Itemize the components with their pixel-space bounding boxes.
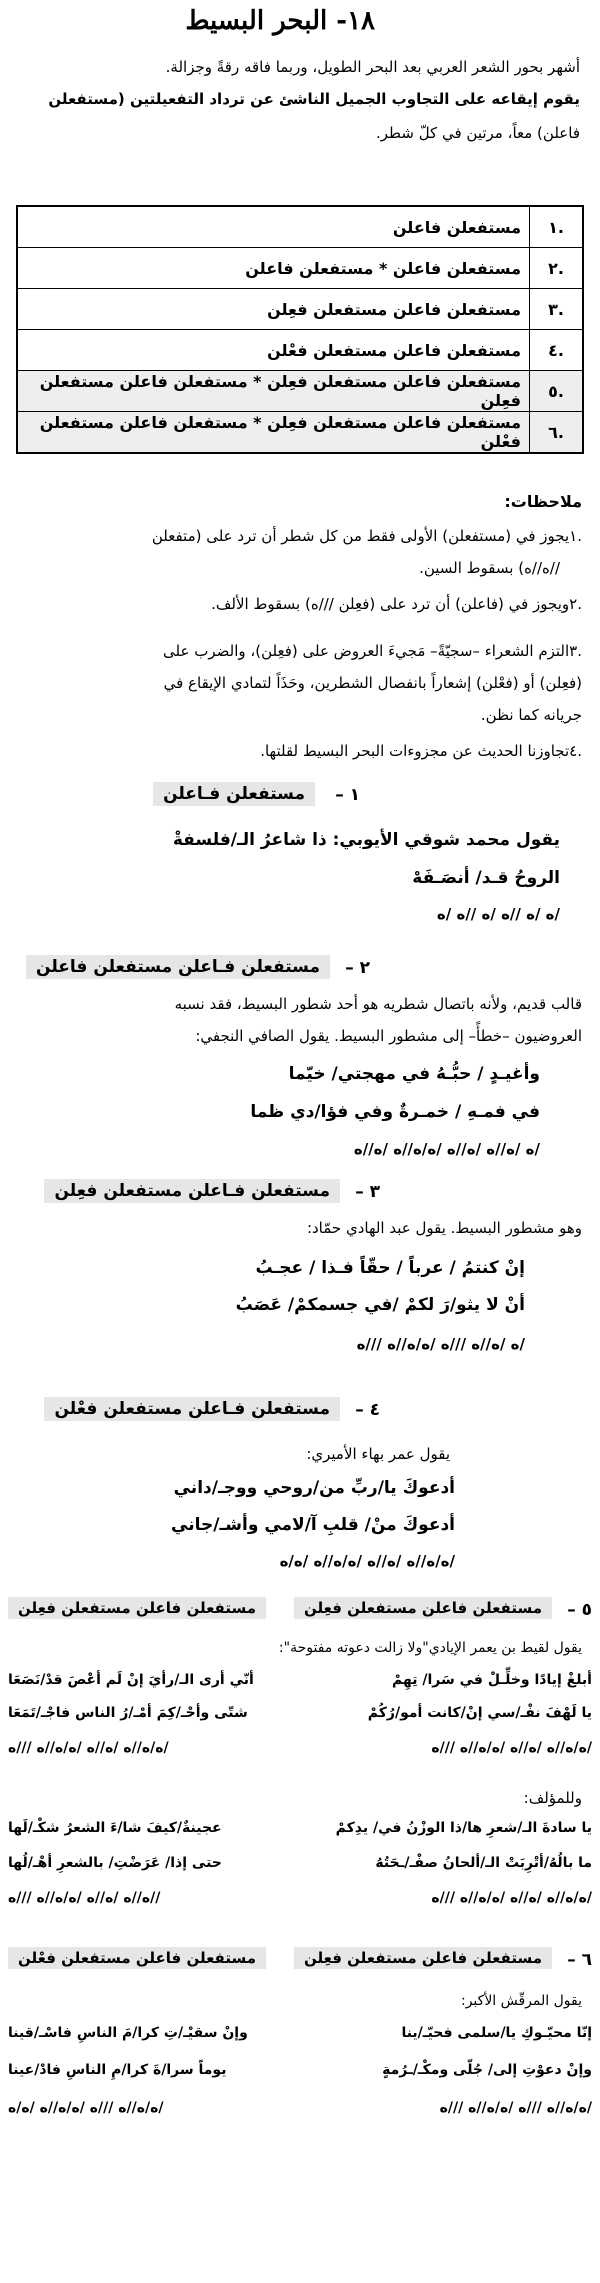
section-3-scansion: /ه /ه//ه ///ه /ه/ه//ه ///ه [356,1335,525,1353]
pattern-row [17,289,583,330]
section-5-scansion-d: //ه//ه /ه//ه /ه/ه//ه ///ه [8,1890,161,1906]
pattern-number: .٢ [530,248,584,289]
pattern-row [17,412,583,454]
section-6-intro: يقول المرقّش الأكبر: [460,1993,582,2009]
section-6-scansion-b: /ه/ه//ه ///ه /ه/ه//ه /ه/ه [8,2100,164,2116]
section-3-label: ٣ – [355,1182,380,1202]
section-5-intro: يقول لقيط بن يعمر الإيادي"ولا زالت دعوته مفتوحة": [278,1640,582,1656]
section-4-scansion: /ه/ه//ه /ه//ه /ه/ه//ه /ه/ه [279,1552,455,1570]
section-6-verse-2a: وإنْ دعوْتِ إلى/ جُلّى ومكْـ/ـرُمةٍ [382,2062,592,2078]
section-5-verse-4a: ما بالُهُ/أتْرِبَتْ الـ/ألحانُ صفْـ/ـحَتُهُ [375,1855,592,1871]
note-1a: .١يجوز في (مستفعلن) الأولى فقط من كل شطر أن ترد على (متفعلن [151,527,582,545]
note-2: .٢ويجوز في (فاعلن) أن ترد على (فعِلن ///ه) بسقوط الألف. [211,595,582,613]
intro-line-2: يقوم إيقاعه على التجاوب الجميل الناشئ عن ترداد التفعيلتين (مستفعلن [48,90,580,108]
section-4-verse-1: أدعوكَ يا/ربِّ من/روحي ووجـ/داني [173,1478,455,1498]
section-5-verse-1a: أبلغْ إيادًا وخلِّـلْ في سَرا/ تِهِمْ [392,1672,592,1688]
section-3-pattern: مستفعلن فـاعلن مستفعلن فعِلن [44,1179,340,1203]
pattern-row [17,206,583,248]
pattern-row [17,248,583,289]
section-5-scansion-c: /ه/ه//ه /ه//ه /ه/ه//ه ///ه [431,1890,592,1906]
section-5-verse-3a: يا سادةَ الـ/شعرِ ها/ذا الوزْنُ في/ يدِكمْ [335,1820,592,1836]
section-5-label: ٥ – [567,1600,592,1620]
section-5-verse-2a: يا لَهْفَ نفْـ/سي إنْ/كانت أمو/رُكُمْ [367,1705,592,1721]
note-1b: //ه//ه) بسقوط السين. [419,559,560,577]
section-5-verse-1b: أنّي أرى الـ/رأيَ إنْ لَم أعْصَ قدْ/نَصَعَا [8,1672,254,1688]
section-3-intro: وهو مشطور البسيط. يقول عبد الهادي حمّاد: [306,1219,582,1237]
intro-line-1: أشهر بحور الشعر العربي بعد البحر الطويل، وربما فاقه رقةً وجزالة. [165,58,580,76]
pattern-text: مستفعلن فاعلن مستفعلن فعِلن [17,289,530,330]
section-2-label: ٢ – [345,958,370,978]
note-3a: .٣التزم الشعراء –سجيّةً– مَجيءَ العروض على (فعِلن)، والضرب على [163,642,582,660]
section-6-scansion-a: /ه/ه//ه ///ه /ه/ه//ه ///ه [439,2100,592,2116]
section-5-scansion-a: /ه/ه//ه /ه//ه /ه/ه//ه ///ه [431,1740,592,1756]
section-1-verse-2: الروحُ قـد/ أنصَـفَهْ [412,868,560,888]
section-2-scansion: /ه /ه//ه /ه//ه /ه/ه//ه /ه//ه [353,1140,540,1158]
pattern-text: مستفعلن فاعلن مستفعلن فعْلن [17,330,530,371]
section-6-label: ٦ – [567,1950,592,1970]
section-4-verse-2: أدعوكَ منْ/ قلبِ آ/لامي وأشـ/جاني [171,1515,455,1535]
section-1-verse-1: يقول محمد شوقي الأيوبي: ذا شاعرُ الـ/فلسفةْ [172,830,560,850]
section-2-pattern: مستفعلن فـاعلن مستفعلن فاعلن [26,955,330,979]
section-5-verse-4b: حتى إذا/ عَرَضْتِ/ بالشعرِ أهْـ/لُها [8,1855,222,1871]
notes-heading: ملاحظات: [504,492,582,511]
note-3c: جريانه كما نظن. [480,706,582,724]
pattern-number: .٥ [530,371,584,412]
section-4-intro: يقول عمر بهاء الأميري: [306,1445,450,1463]
section-5-pattern-a: مستفعلن فاعلن مستفعلن فعِلن [294,1597,552,1619]
section-6-verse-1a: إنّا محيّـوكِ يا/سلمى فحيّـ/ينا [401,2025,592,2041]
section-1-scansion: /ه /ه //ه /ه //ه /ه [436,905,560,923]
section-2-line-1: قالب قديم، ولأنه باتصال شطريه هو أحد شطور البسيط، فقد نسبه [174,995,582,1013]
pattern-number: .٤ [530,330,584,371]
pattern-number: .١ [530,206,584,248]
section-4-pattern: مستفعلن فـاعلن مستفعلن فعْلن [44,1397,340,1421]
note-4: .٤تجاوزنا الحديث عن مجزوءات البحر البسيط لقلتها. [260,742,582,760]
pattern-row [17,330,583,371]
page-title: ١٨- البحر البسيط [185,6,375,36]
section-3-verse-1: إنْ كنتمُ / عرباً / حقّاً فـذا / عجـبُ [255,1258,525,1278]
intro-line-3: فاعلن) معاً، مرتين في كلّ شطر. [376,124,580,142]
section-6-pattern-b: مستفعلن فاعلن مستفعلن فعْلن [8,1947,266,1969]
pattern-text: مستفعلن فاعلن * مستفعلن فاعلن [17,248,530,289]
section-6-pattern-a: مستفعلن فاعلن مستفعلن فعِلن [294,1947,552,1969]
section-5-verse-3b: عجينةٌ/كيفَ شا/ءَ الشعرُ شكْـ/لَها [8,1820,222,1836]
section-2-verse-2: في فمـهِ / خمـرةٌ وفي فؤا/دي ظما [250,1102,540,1122]
section-1-label: ١ – [335,785,360,805]
section-6-verse-1b: وإنْ سقيْـ/تِ كرا/مَ الناسِ فاسْـ/قينا [8,2025,248,2041]
section-2-verse-1: وأغيـدٍ / حبُّـهُ في مهجتي/ خيّما [288,1064,540,1084]
note-3b: (فعِلن) أو (فعْلن) إشعاراً بانفصال الشطرين، وحَذَاً لتمادي الإيقاع في [163,674,582,692]
section-1-pattern: مستفعلن فـاعلن [153,782,315,806]
patterns-table [16,205,584,454]
section-5-author-intro: وللمؤلف: [523,1789,582,1807]
section-5-pattern-b: مستفعلن فاعلن مستفعلن فعِلن [8,1597,266,1619]
section-3-verse-2: أنْ لا يثو/رَ لكمْ /في جسمكمْ/ عَصَبُ [235,1295,525,1315]
pattern-text: مستفعلن فاعلن مستفعلن فعِلن * مستفعلن فاعلن مستفعلن فعْلن [17,412,530,454]
section-4-label: ٤ – [355,1400,380,1420]
pattern-number: .٦ [530,412,584,454]
pattern-text: مستفعلن فاعلن مستفعلن فعِلن * مستفعلن فاعلن مستفعلن فعِلن [17,371,530,412]
section-5-scansion-b: /ه/ه//ه /ه//ه /ه/ه//ه ///ه [8,1740,169,1756]
pattern-row [17,371,583,412]
pattern-text: مستفعلن فاعلن [17,206,530,248]
section-2-line-2: العروضيون –خطأً– إلى مشطور البسيط. يقول الصافي النجفي: [195,1027,582,1045]
section-6-verse-2b: يوماً سرا/ةَ كرا/مِ الناسِ فادْ/عينا [8,2062,227,2078]
pattern-number: .٣ [530,289,584,330]
section-5-verse-2b: شتّى وأحْـ/كِمَ أمْـ/رُ الناس فاجْـ/تَمَعَا [8,1705,248,1721]
